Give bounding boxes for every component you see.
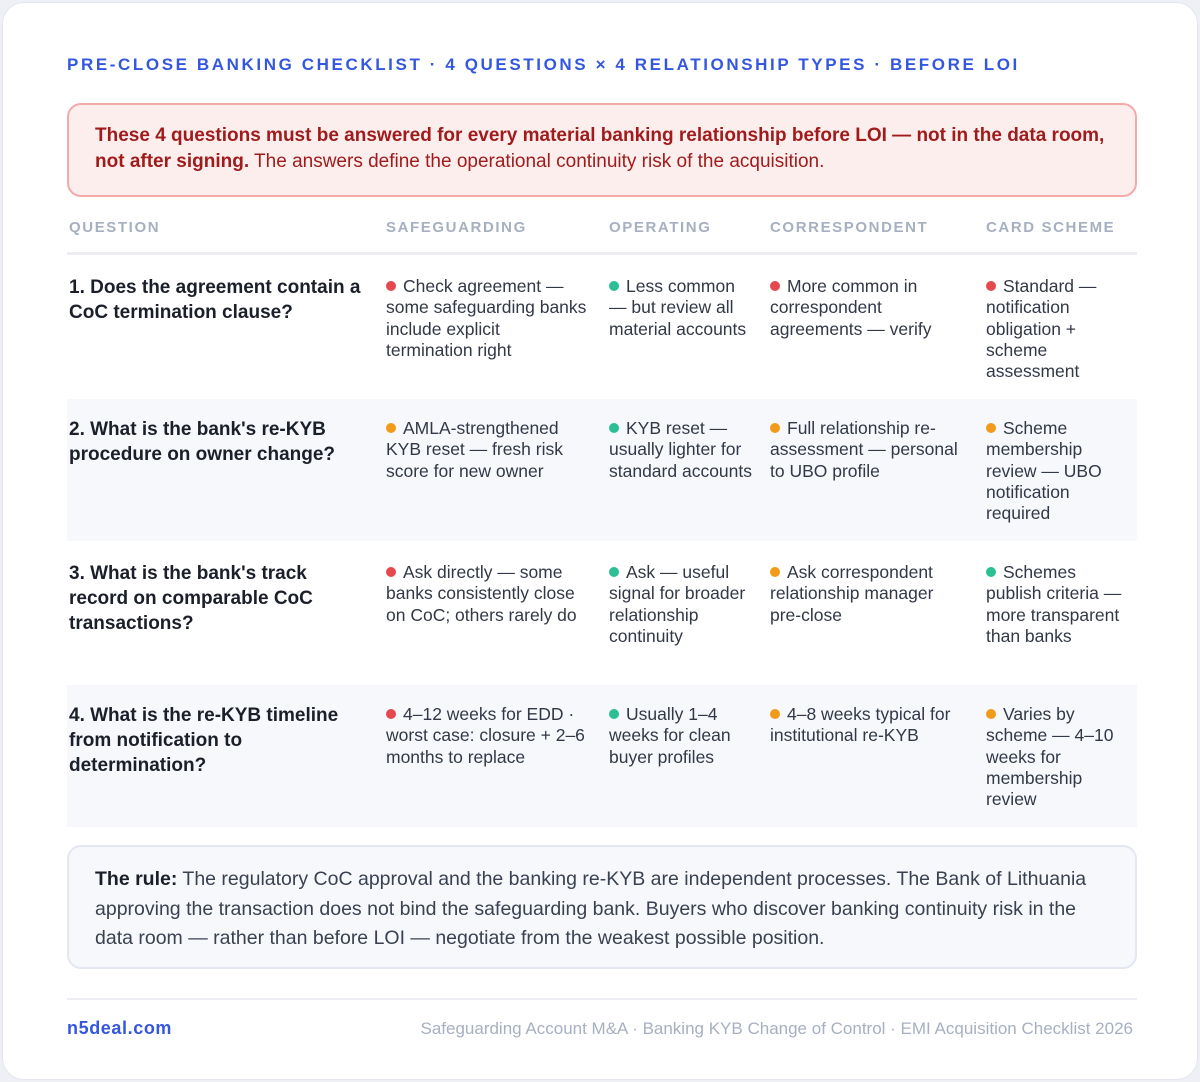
- status-dot-green: [986, 567, 996, 577]
- eyebrow-title: PRE-CLOSE BANKING CHECKLIST · 4 QUESTIONS × 4 RELATIONSHIP TYPES · BEFORE LOI: [67, 55, 1020, 74]
- cell-text: More common in correspondent agreements — verify: [770, 276, 932, 339]
- rule-text: The regulatory CoC approval and the banking re-KYB are independent processes. The Bank of Lithuania approving the transaction does not bind the safeguarding bank. Buyers who discover banking continuity risk in the data room — rather than before LOI — negotiate from the weakest possible position.: [95, 868, 1087, 949]
- cell-card-scheme: [986, 418, 1121, 524]
- cell-text: Check agreement — some safeguarding banks include explicit termination right: [386, 276, 587, 360]
- cell-text: Ask correspondent relationship manager pre-close: [770, 562, 934, 625]
- header-card-scheme: CARD SCHEME: [986, 219, 1116, 236]
- cell-text: Varies by scheme — 4–10 weeks for membership review: [986, 704, 1114, 810]
- row-question: 2. What is the bank's re-KYB procedure on owner change?: [69, 419, 336, 465]
- row-question: 3. What is the bank's track record on comparable CoC transactions?: [69, 563, 313, 634]
- status-dot-orange: [770, 567, 780, 577]
- table-row: [67, 399, 1137, 541]
- status-dot-orange: [986, 423, 996, 433]
- footer-divider: [67, 998, 1137, 1000]
- table-header: [67, 219, 1137, 255]
- status-dot-orange: [386, 423, 396, 433]
- status-dot-red: [386, 281, 396, 291]
- cell-card-scheme: [986, 704, 1131, 810]
- cell-correspondent: [770, 418, 975, 482]
- alert-box: [67, 103, 1137, 197]
- cell-text: KYB reset — usually lighter for standard accounts: [609, 418, 753, 481]
- status-dot-red: [770, 281, 780, 291]
- cell-card-scheme: [986, 562, 1136, 647]
- footer-tagline: Safeguarding Account M&A · Banking KYB Change of Control · EMI Acquisition Checklist 2026: [420, 1019, 1133, 1038]
- row-question: 1. Does the agreement contain a CoC termination clause?: [69, 277, 361, 323]
- cell-safeguarding: [386, 418, 591, 482]
- brand-link[interactable]: n5deal.com: [67, 1018, 173, 1038]
- cell-correspondent: [770, 704, 975, 747]
- status-dot-orange: [770, 709, 780, 719]
- cell-text: 4–8 weeks typical for institutional re-KYB: [770, 704, 951, 746]
- cell-text: AMLA-strengthened KYB reset — fresh risk score for new owner: [386, 418, 563, 481]
- status-dot-orange: [770, 423, 780, 433]
- cell-safeguarding: [386, 562, 598, 626]
- cell-safeguarding: [386, 704, 601, 768]
- cell-text: Standard — notification obligation + scheme assessment: [986, 276, 1097, 382]
- status-dot-red: [386, 567, 396, 577]
- status-dot-orange: [986, 709, 996, 719]
- cell-operating: [609, 276, 757, 340]
- rule-box: [67, 845, 1137, 969]
- status-dot-green: [609, 281, 619, 291]
- header-operating: OPERATING: [609, 219, 712, 236]
- table-row: [67, 543, 1137, 685]
- cell-card-scheme: [986, 276, 1121, 382]
- table-row: [67, 275, 1137, 399]
- cell-text: Less common — but review all material accounts: [609, 276, 747, 339]
- checklist-card: [2, 2, 1198, 1080]
- status-dot-green: [609, 423, 619, 433]
- cell-operating: [609, 418, 757, 482]
- table-row: [67, 685, 1137, 827]
- cell-text: Schemes publish criteria — more transparent than banks: [986, 562, 1122, 646]
- cell-text: Full relationship re-assessment — personal to UBO profile: [770, 418, 958, 481]
- header-question: QUESTION: [69, 219, 161, 236]
- cell-safeguarding: [386, 276, 591, 361]
- alert-bold-text: These 4 questions must be answered for every material banking relationship before LOI — not in the data room, not after signing.: [95, 125, 1105, 172]
- cell-text: Ask — useful signal for broader relationship continuity: [609, 562, 746, 646]
- cell-text: Ask directly — some banks consistently close on CoC; others rarely do: [386, 562, 577, 625]
- status-dot-red: [986, 281, 996, 291]
- cell-text: Usually 1–4 weeks for clean buyer profiles: [609, 704, 731, 767]
- header-correspondent: CORRESPONDENT: [770, 219, 929, 236]
- status-dot-green: [609, 709, 619, 719]
- alert-text: The answers define the operational continuity risk of the acquisition.: [249, 151, 825, 172]
- status-dot-green: [609, 567, 619, 577]
- row-question: 4. What is the re-KYB timeline from notification to determination?: [69, 705, 339, 776]
- cell-correspondent: [770, 276, 970, 340]
- status-dot-red: [386, 709, 396, 719]
- cell-text: 4–12 weeks for EDD · worst case: closure + 2–6 months to replace: [386, 704, 585, 767]
- rule-label: The rule:: [95, 868, 178, 890]
- cell-text: Scheme membership review — UBO notification required: [986, 418, 1102, 524]
- cell-operating: [609, 562, 749, 647]
- cell-correspondent: [770, 562, 960, 626]
- header-safeguarding: SAFEGUARDING: [386, 219, 527, 236]
- cell-operating: [609, 704, 754, 768]
